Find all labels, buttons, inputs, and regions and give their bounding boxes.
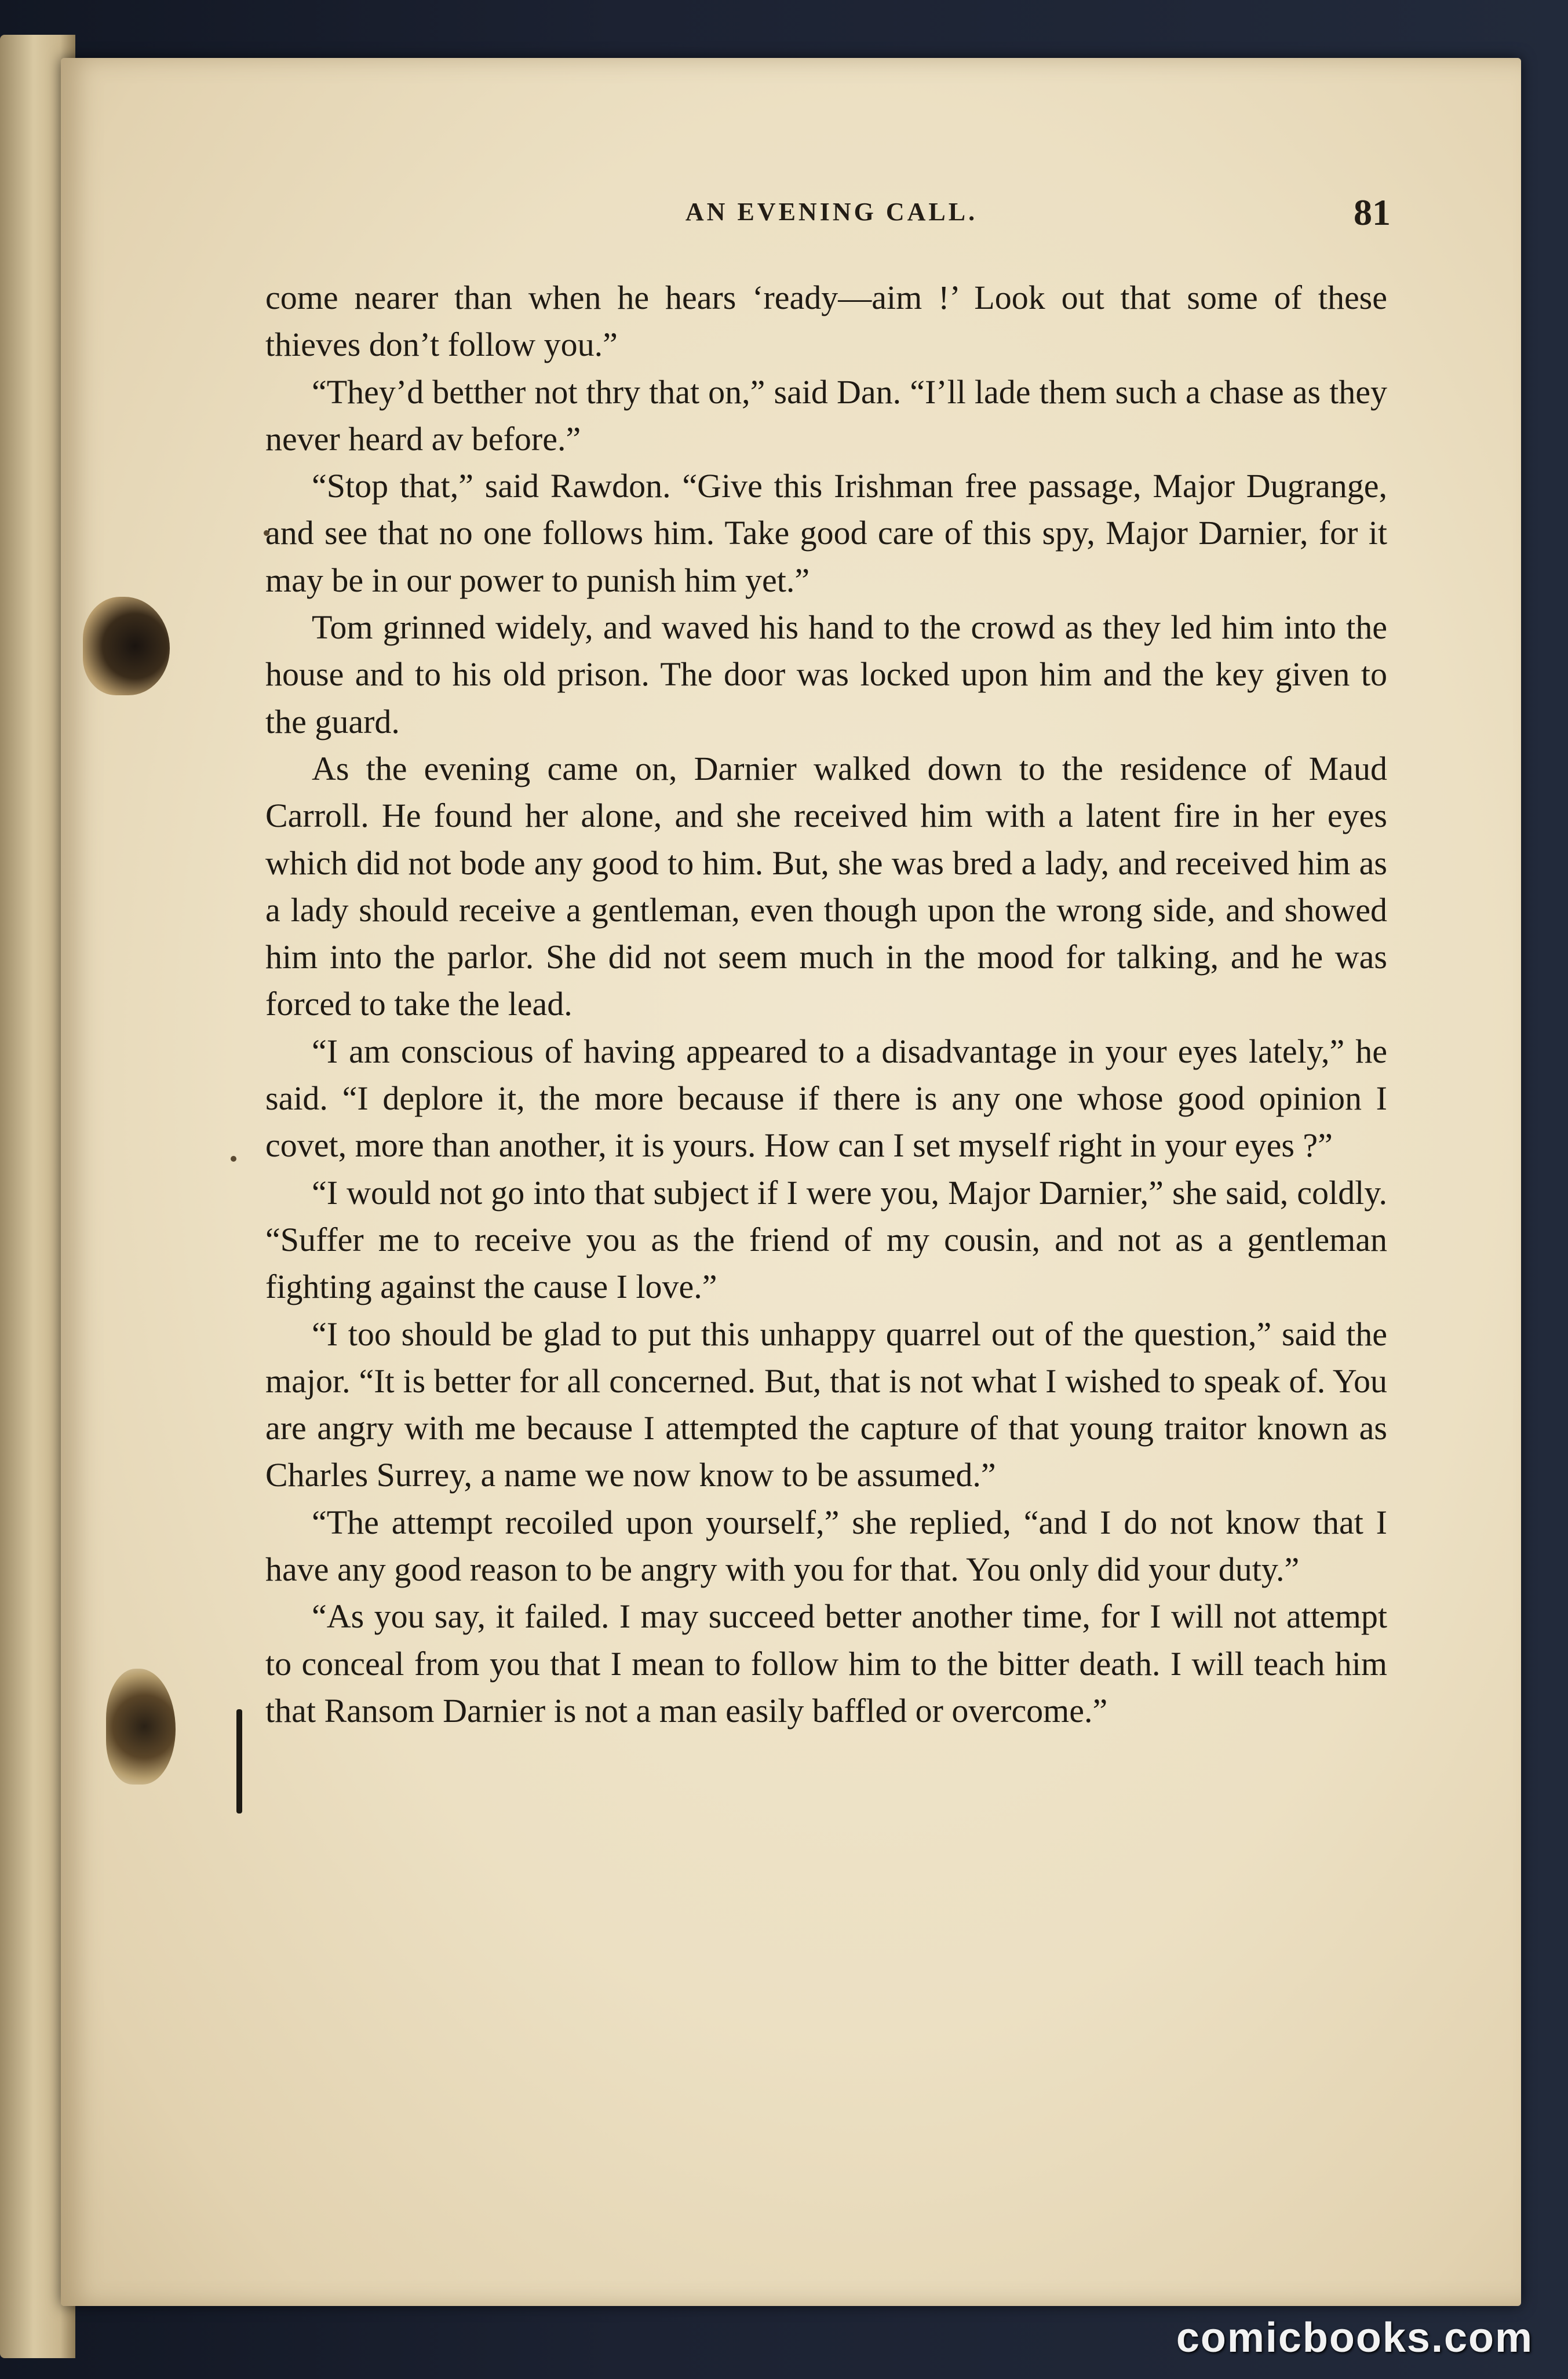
watermark-logo: comicbooks.com bbox=[1176, 2315, 1533, 2361]
page-number: 81 bbox=[1354, 192, 1391, 233]
page-damage-tear bbox=[83, 597, 170, 695]
paragraph: Tom grinned widely, and waved his hand to the crowd as they led him into the house and to his old prison. The door was locked upon him and the key given to the guard. bbox=[265, 608, 1387, 740]
paragraph: “As you say, it failed. I may succeed better another time, for I will not attempt to conceal from you that I mean to follow him to the bitter death. I will teach him that Ransom Darnier is not a man easily baffled or overcome.” bbox=[265, 1597, 1387, 1729]
running-head bbox=[272, 191, 1391, 243]
margin-dot bbox=[231, 1156, 236, 1162]
paragraph: “I would not go into that subject if I were you, Major Darnier,” she said, coldly. “Suffer me to receive you as the friend of my cousin, and not as a gentleman fighting against the cause I love.” bbox=[265, 1173, 1387, 1306]
running-title: AN EVENING CALL. bbox=[685, 198, 978, 226]
paragraph: “The attempt recoiled upon yourself,” she replied, “and I do not know that I have any good reason to be angry with you for that. You only did your duty.” bbox=[265, 1503, 1387, 1589]
paragraph: “I too should be glad to put this unhappy quarrel out of the question,” said the major. “It is better for all concerned. But, that is not what I wished to speak of. You are angry with me because I attempted the capture of that young traitor known as Charles Surrey, a name we now know to be assumed.” bbox=[265, 1315, 1387, 1494]
paragraph: come nearer than when he hears ‘ready—aim !’ Look out that some of these thieves don’t follow you.” bbox=[265, 279, 1387, 364]
body-text bbox=[265, 274, 1387, 1734]
page-damage-tear bbox=[106, 1669, 176, 1785]
paragraph: As the evening came on, Darnier walked down to the residence of Maud Carroll. He found her alone, and she received him with a latent fire in her eyes which did not bode any good to him. But, she was bred a lady, and received him as a lady should receive a gentleman, even though upon the wrong side, and showed him into the parlor. She did not seem much in the mood for talking, and he was forced to take the lead. bbox=[265, 749, 1387, 1023]
paragraph: “They’d betther not thry that on,” said Dan. “I’ll lade them such a chase as they never heard av before.” bbox=[265, 373, 1387, 458]
margin-pencil-mark bbox=[236, 1709, 242, 1814]
paragraph: “Stop that,” said Rawdon. “Give this Irishman free passage, Major Dugrange, and see that no one follows him. Take good care of this spy, Major Darnier, for it may be in our power to punish him yet.” bbox=[265, 467, 1387, 599]
paragraph: “I am conscious of having appeared to a disadvantage in your eyes lately,” he said. “I deplore it, the more because if there is any one whose good opinion I covet, more than another, it is yours. How can I set myself right in your eyes ?” bbox=[265, 1032, 1387, 1165]
